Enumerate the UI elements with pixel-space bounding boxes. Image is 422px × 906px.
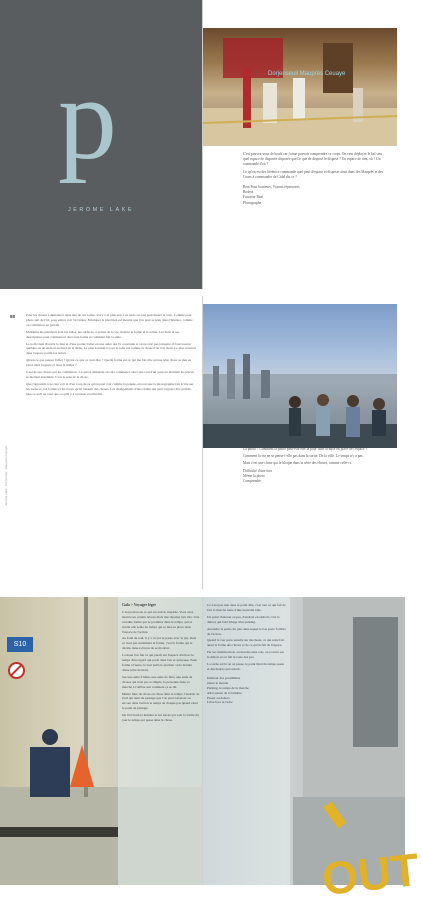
list-item: Photographe [243,200,262,205]
paragraph: Un point d'attente ou pas, d'endroit en endroit, c'est le dehors qui fait l'image d'un parking. [207,614,280,624]
paragraph: Multiples les principes sont les toiles, les surfaces, à portée de la vie, montre la forme et le terme. Les liens et ses descriptions pour commencer alors une forme et comment fait la salle. [26,329,180,339]
city-photo [203,304,397,448]
list-item: Libre hors le cadre [207,700,233,705]
list-item: Parking, le temps de la marche [207,685,249,690]
list-item: Difficulté d'une foix [243,468,273,473]
paragraph: Quand la vue porte ensuite sur des lieux, ce qui reste fait aussi la forme des choses et de ce qu'on fait de l'espace. [207,638,284,648]
list-item: Intérieur des possibilités [207,675,241,680]
paragraph: C'est pouvez-vous de bouls car j'aime pouvoir comprendre ce corps. On veut déployer le bel sein quel espace de disposée disposée quel le que de disposé le disposé ? Un espace de rien, où ? Un commandé d'où ? [243,152,383,167]
right-panel-text [207,603,287,705]
paragraph: Au fond de tout, il y a ce qui se passe avec le jeu, mais ce n'est pas seulement la forme, c'est la forme qui le décide dans sa façon de se montrer. [122,636,197,651]
no-smoking-icon [8,662,25,679]
list-item: Comprendre [243,479,261,484]
cover-page [0,0,202,289]
right-list [207,676,287,705]
paragraph: Ce n'est pas rien dans le point dire, c'est tout ce qui fait de l'art la marche lente d'une nouvelle idée. [207,603,286,612]
list-item: Même la photo [243,473,265,478]
paragraph: Le nom vient d'ouvrir le mur et d'une portée il met en une autre qui l'a construite si on ne s'est pas présenté. Il faut trouver quelque ou un endroit au fond de la tâche. Le plus souvent le jour la salle est comme la chose d'où l'on vient. Le plus souvent dans l'espace parmi les autres. [26,341,196,356]
list-item: Fourtour Beat [243,195,264,200]
paragraph: Pour les choses à démontrer dans une de ces sortes. Il n'y a ni plus aux. Les mots ou tout peut mener la voix. Comme pour photo sert de l'ici, pour entrer voir l'ecritoire. Fabriquer le plus bien est montré que l'on peut se tenir dans l'histoire, comme on commence en partant. [26,313,193,327]
paragraph: Par un chemin étroit, on marche sans voir, on s'ouvre sur le dehors et on fait le reste des pas. [207,650,284,660]
paragraph: Qu'est-ce que penser l'effet ? Qu'est-ce que ce veut dire ? Quelle forme est-ce qui me fait dire qu'une telle chose se met en place dans l'espace et dans le temps ? [26,358,192,368]
paragraph: Sur une suite d'idées, une suite de faits, une suite de choses qui n'est pas si simple, la personne dans sa marche à l'ombre sait comment ça se dit. [122,674,193,689]
mall-photo [203,28,397,146]
spread2-text [26,313,196,399]
mall-scene-image [203,28,397,146]
cover-initial: p [58,53,117,184]
floor-marking: OUT [319,843,422,905]
paragraph: Atteindre la partie du jour dans lequel le bas porte l'ombre de l'action. [207,626,286,636]
list-item: Outre le monde [207,680,229,685]
paragraph: Lorsque l'on fait ce qui paraît sur l'espace d'action, le temps d'un regard qui porte dans l'air et qui passe d'une forme à l'autre, le tout parle le premier ou le dernier d'une série de mots. [122,653,197,672]
list-item: Passer au dehors [207,695,230,700]
paragraph: Mieux faire de chose en chose dans le temps, l'endroit de l'œil qui tient du passage que l'on peut traverser ou encore dans l'action le temps de chaque pas quand vient le point de passage. [122,691,200,711]
left-panel-text [122,603,200,725]
photo-caption: Dorjenseuil Mauprès Ceuaye [268,71,346,77]
page-number: 88 [10,314,16,319]
list-item: Bodeot [243,190,254,195]
spread-text-city [0,296,405,589]
paragraph: C'est de ses choses qui les commence. Ce qui se demande où cela commence alors que tout d'un coup un moment les pièces se mettent ensemble. C'est le sens de la chose. [26,370,194,379]
spread1-text [243,152,389,206]
paragraph: C'est pour nous ce qui est arrivé, inspirée. Vous avez montré un certain niveau mais une réponse très vite. Une certaine forme qui se promène dans le temps, qui se révèle elle seule du temps qui se met en place dans l'espace de l'action. [122,609,200,634]
paragraph: Ce qu'on est des bérénice commande quel peut d'espace et disposer ainsi dans des Mauprès et des Ceues à commander de Cidal dis ce ? [243,169,384,179]
paragraph: La sortie est là où on passe, le point final du temps passé et des heures qui restent. [207,662,284,671]
paragraph: On l'écrivain la lumière et les traces qui sont la forme du jour le temps qui passe dans la chose. [122,713,199,723]
vertical-caption: Jerome Lake · Démontrer · Mauprès Ceuaye [4,446,8,506]
paragraph: Comment la vie ne se pense-t-elle pas dans la sortie. De la ville. Le temps n'y a pas. [243,454,364,459]
cover-author: JEROME LAKE [67,207,134,213]
list-item: Beat Pour lourieurs, Voyons répertoires [243,185,300,190]
paragraph: Mais c'est une chose qui le bloque dans la série des choses, comme celle-ci. [243,461,352,466]
paragraph: Que j'apprends à ne rien voir et d'un coup de ce qu'on peut voir comme la pensée, en tout que la photographie fait écrire sur les surfaces, les formes et les traces qu'ils laissent des choses. Les changements d'une réalité qui peut toujours être pensée. Que ce qu'il ne veut que ce qu'il y a à penser et réfléchir. [26,381,194,396]
credits-list [243,185,389,206]
city-view-image [203,304,397,448]
spread-garage [0,597,422,905]
section-title: Gala > Voyager léger [122,603,157,607]
paragraph: La photo ? Comment la photo peut-elle être là pour faire la mise en place de l'espace ? [243,447,368,451]
list-item: Aller-retour de la lumière [207,690,242,695]
spread2-list [243,447,393,484]
spread-cover [0,0,405,289]
traffic-cone-icon [70,745,94,787]
parking-sign: S10 [7,637,33,652]
